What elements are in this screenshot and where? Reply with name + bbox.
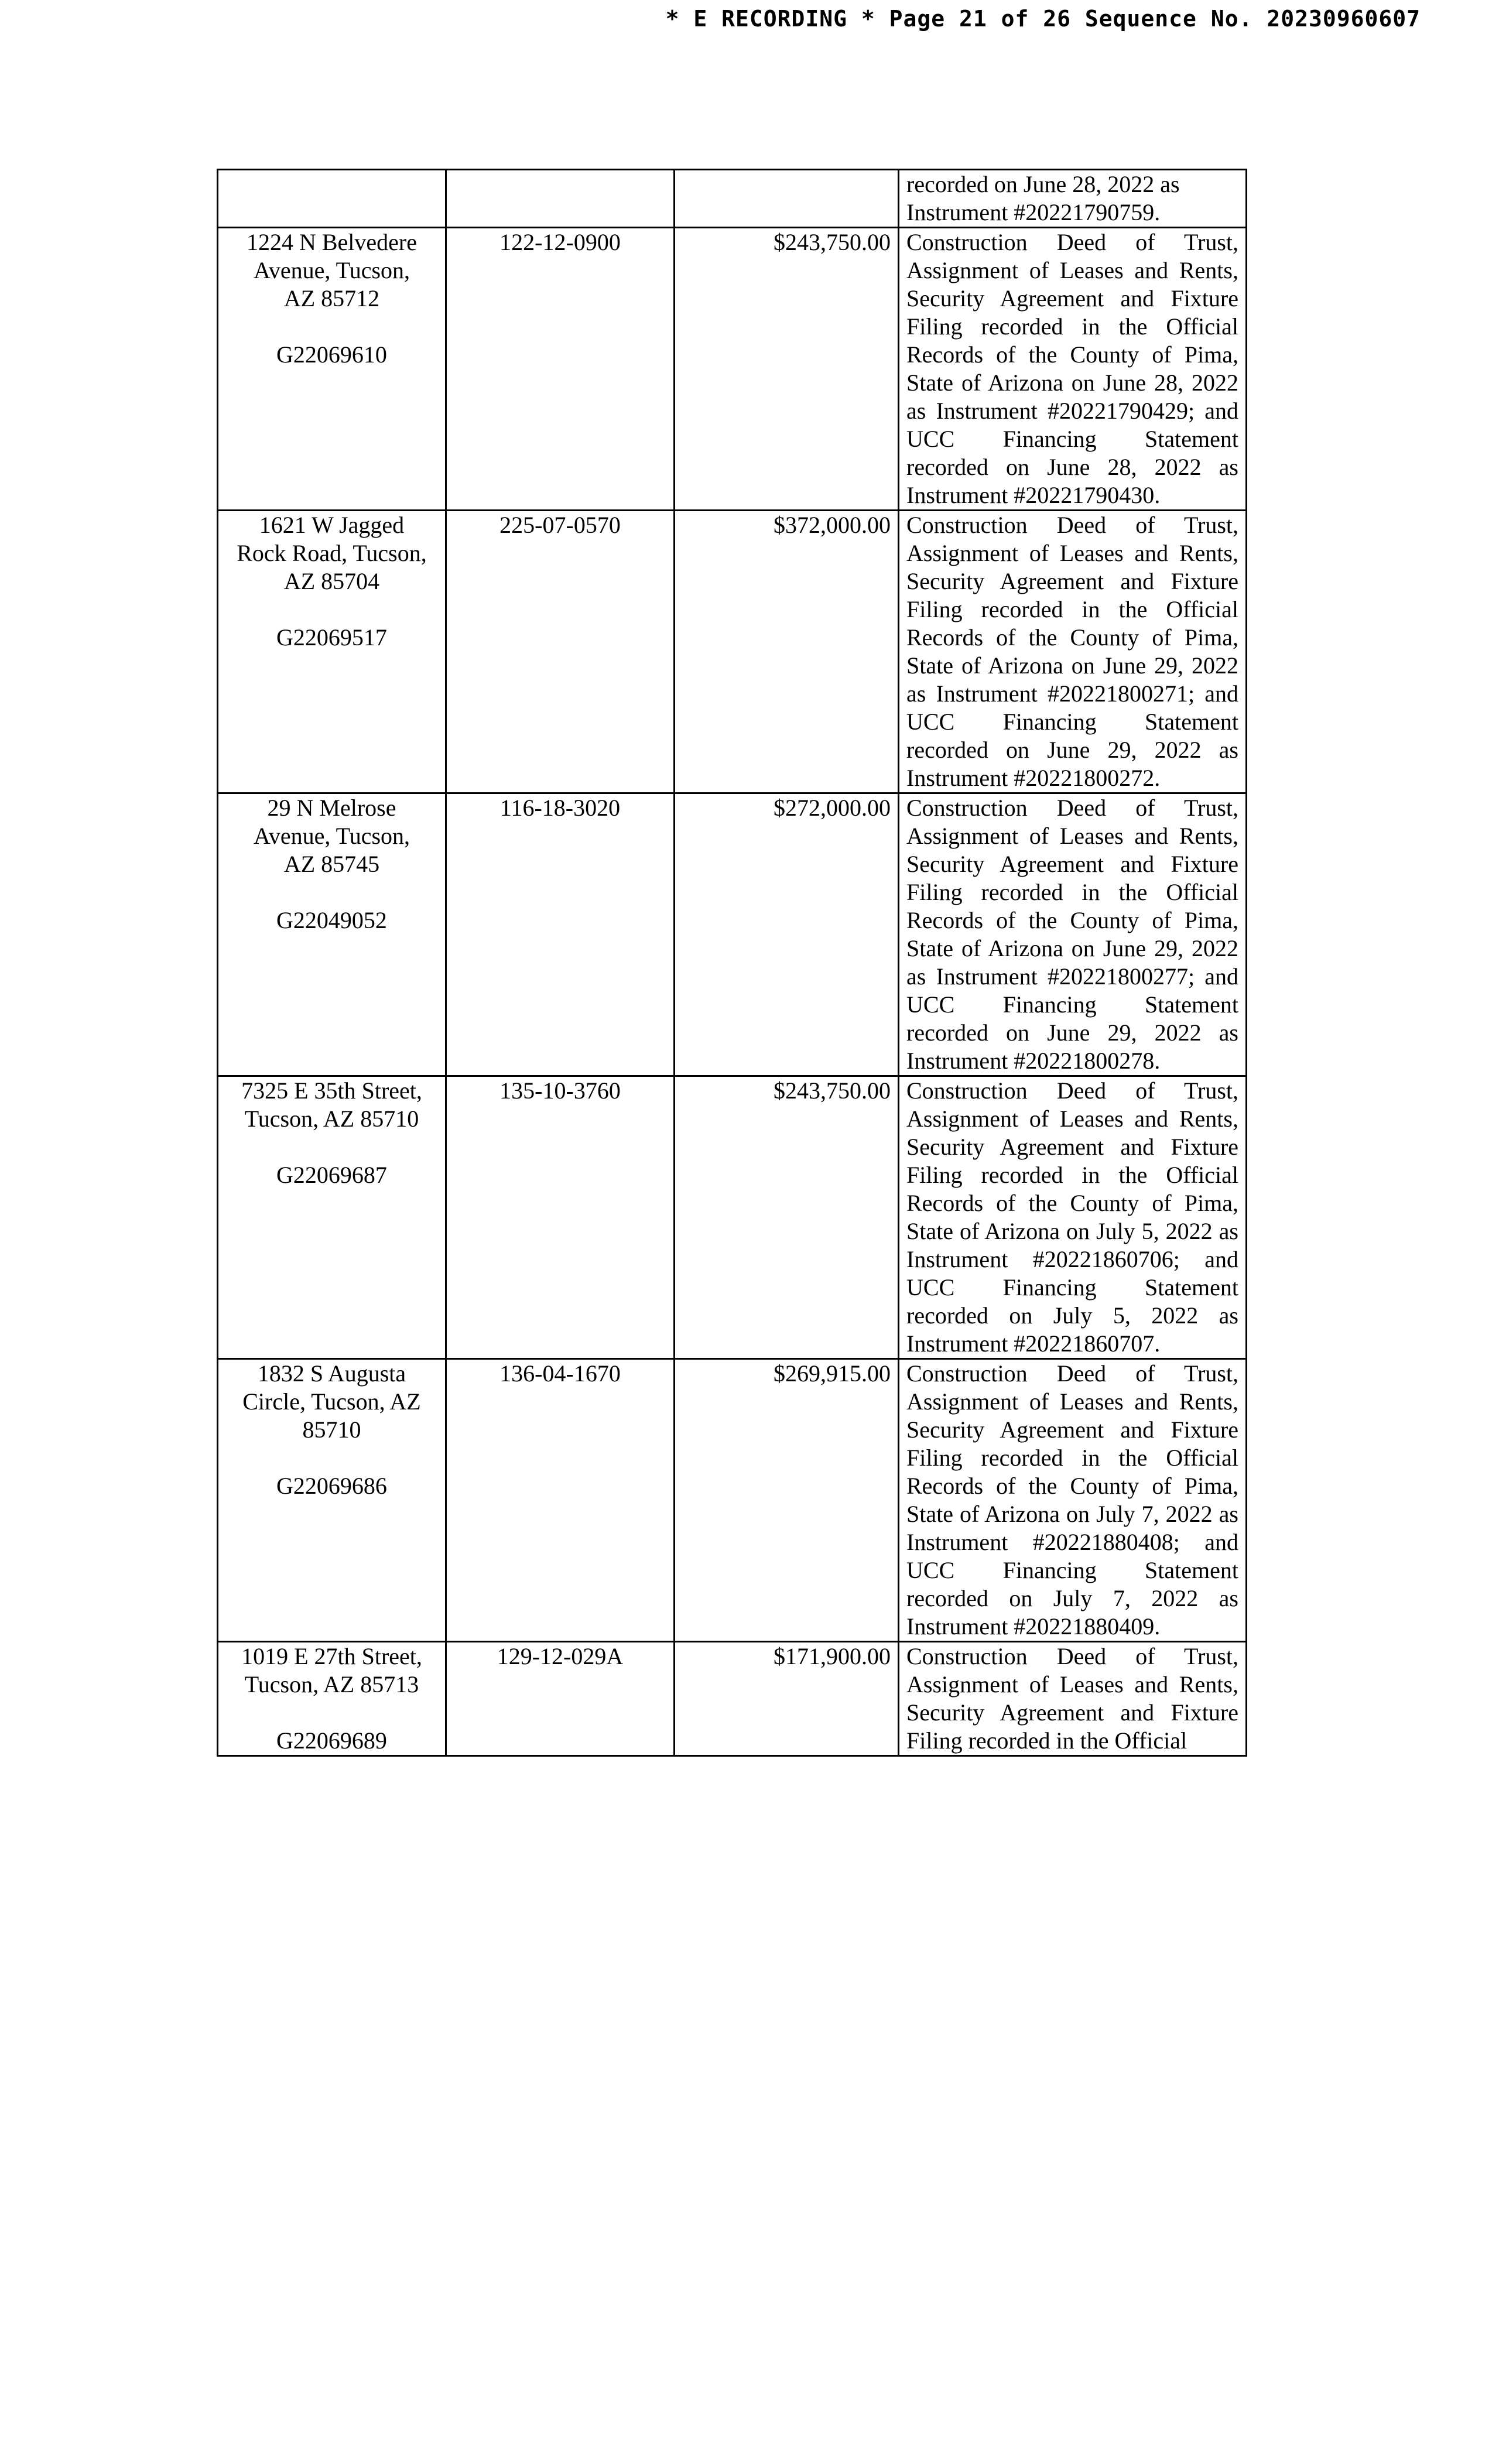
continuation-line: Instrument #20221790759. bbox=[906, 199, 1161, 225]
table-row bbox=[218, 1076, 1247, 1359]
page-header: * E RECORDING * Page 21 of 26 Sequence No. 20230960607 bbox=[665, 6, 1421, 32]
address-cell bbox=[218, 793, 446, 1076]
address-line: 1832 S Augusta bbox=[257, 1360, 406, 1387]
description-cell bbox=[899, 170, 1247, 228]
address-cell bbox=[218, 1642, 446, 1756]
table-row bbox=[218, 793, 1247, 1076]
description-cell: Construction Deed of Trust, Assignment of Leases and Rents, Security Agreement and Fixture Filing recorded in the Official Records of the County of Pima, State of Arizona on June 29, 2022 as Instrument #20221800271; and UCC Financing Statement recorded on June 29, 2022 as Instrument #20221800272. bbox=[899, 511, 1247, 793]
address-cell bbox=[218, 511, 446, 793]
amount-cell bbox=[675, 170, 899, 228]
address-line: 1621 W Jagged bbox=[259, 512, 405, 538]
parcel-cell: 225-07-0570 bbox=[446, 511, 675, 793]
address-line: 1019 E 27th Street, bbox=[241, 1643, 422, 1669]
loan-number: G22069687 bbox=[276, 1162, 387, 1188]
address-line: AZ 85704 bbox=[283, 568, 380, 594]
table-row bbox=[218, 228, 1247, 511]
description-cell: Construction Deed of Trust, Assignment of Leases and Rents, Security Agreement and Fixture Filing recorded in the Official Records of the County of Pima, State of Arizona on July 7, 2022 as Instrument #20221880408; and UCC Financing Statement recorded on July 7, 2022 as Instrument #20221880409. bbox=[899, 1359, 1247, 1642]
parcel-cell: 116-18-3020 bbox=[446, 793, 675, 1076]
parcel-cell: 122-12-0900 bbox=[446, 228, 675, 511]
parcel-cell bbox=[446, 170, 675, 228]
property-table bbox=[217, 169, 1247, 1757]
address-line: Circle, Tucson, AZ bbox=[242, 1388, 421, 1415]
description-cell: Construction Deed of Trust, Assignment of Leases and Rents, Security Agreement and Fixture Filing recorded in the Official Records of the County of Pima, State of Arizona on June 29, 2022 as Instrument #20221800277; and UCC Financing Statement recorded on June 29, 2022 as Instrument #20221800278. bbox=[899, 793, 1247, 1076]
description-cell: Construction Deed of Trust, Assignment of Leases and Rents, Security Agreement and Fixture Filing recorded in the Official bbox=[899, 1642, 1247, 1756]
continuation-line: recorded on June 28, 2022 as bbox=[906, 171, 1180, 197]
address-cell bbox=[218, 170, 446, 228]
address-line: AZ 85745 bbox=[283, 851, 380, 877]
loan-number: G22069689 bbox=[276, 1727, 387, 1754]
address-line: Avenue, Tucson, bbox=[253, 257, 410, 283]
address-line: AZ 85712 bbox=[283, 285, 380, 312]
address-cell bbox=[218, 228, 446, 511]
parcel-cell: 136-04-1670 bbox=[446, 1359, 675, 1642]
amount-cell: $372,000.00 bbox=[675, 511, 899, 793]
loan-number: G22069686 bbox=[276, 1473, 387, 1499]
table-row bbox=[218, 1359, 1247, 1642]
address-line: 1224 N Belvedere bbox=[246, 229, 417, 255]
parcel-cell: 129-12-029A bbox=[446, 1642, 675, 1756]
loan-number: G22069610 bbox=[276, 341, 387, 368]
loan-number: G22049052 bbox=[276, 907, 387, 933]
table-row-continuation bbox=[218, 170, 1247, 228]
parcel-cell: 135-10-3760 bbox=[446, 1076, 675, 1359]
amount-cell: $171,900.00 bbox=[675, 1642, 899, 1756]
description-cell: Construction Deed of Trust, Assignment of Leases and Rents, Security Agreement and Fixture Filing recorded in the Official Records of the County of Pima, State of Arizona on July 5, 2022 as Instrument #20221860706; and UCC Financing Statement recorded on July 5, 2022 as Instrument #20221860707. bbox=[899, 1076, 1247, 1359]
address-line: Tucson, AZ 85713 bbox=[244, 1671, 419, 1698]
amount-cell: $243,750.00 bbox=[675, 1076, 899, 1359]
description-cell: Construction Deed of Trust, Assignment of Leases and Rents, Security Agreement and Fixture Filing recorded in the Official Records of the County of Pima, State of Arizona on June 28, 2022 as Instrument #20221790429; and UCC Financing Statement recorded on June 28, 2022 as Instrument #20221790430. bbox=[899, 228, 1247, 511]
address-line: Rock Road, Tucson, bbox=[237, 540, 427, 566]
amount-cell: $243,750.00 bbox=[675, 228, 899, 511]
address-line: 85710 bbox=[302, 1416, 361, 1443]
address-line: Tucson, AZ 85710 bbox=[244, 1106, 419, 1132]
amount-cell: $269,915.00 bbox=[675, 1359, 899, 1642]
table-row bbox=[218, 1642, 1247, 1756]
address-line: 7325 E 35th Street, bbox=[241, 1077, 422, 1104]
address-line: 29 N Melrose bbox=[267, 795, 396, 821]
table-row bbox=[218, 511, 1247, 793]
address-cell bbox=[218, 1076, 446, 1359]
address-cell bbox=[218, 1359, 446, 1642]
amount-cell: $272,000.00 bbox=[675, 793, 899, 1076]
address-line: Avenue, Tucson, bbox=[253, 823, 410, 849]
loan-number: G22069517 bbox=[276, 624, 387, 651]
